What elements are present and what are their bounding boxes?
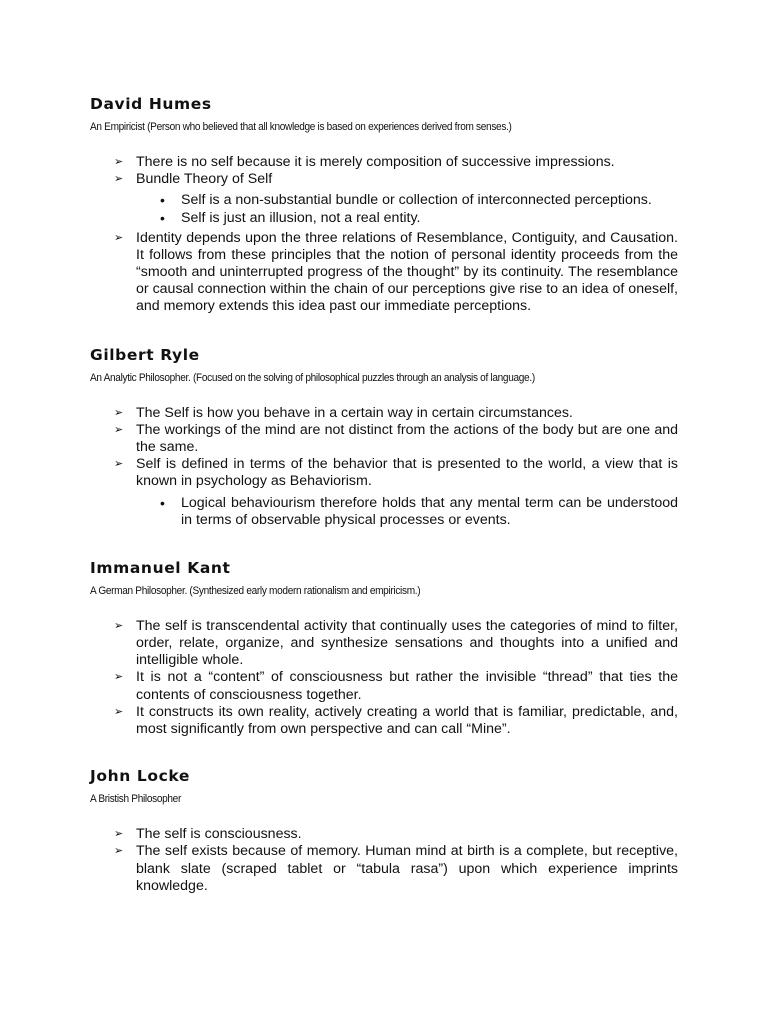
arrow-bullet-icon: ➢ — [114, 406, 124, 419]
section-title: Immanuel Kant — [90, 558, 231, 577]
point-text: The self is transcendental activity that continually uses the categories of mind to filter, order, relate, organize, and synthesize sensations and thoughts into a unified and intelligible whole. — [136, 617, 678, 669]
arrow-bullet-icon: ➢ — [114, 705, 124, 718]
sub-point-list — [136, 495, 678, 530]
section-gilbert-ryle — [90, 345, 678, 530]
list-item — [114, 229, 678, 316]
point-list — [90, 154, 678, 316]
arrow-bullet-icon: ➢ — [114, 156, 124, 168]
list-item — [114, 826, 678, 843]
point-list — [90, 405, 678, 530]
point-text: Identity depends upon the three relations of Resemblance, Contiguity, and Causation. It follows from these principles that the notion of personal identity proceeds from the “smooth and uninterrupted progress of the thought” by its continuity. The resemblance or causal connection within the chain of our perceptions give rise to an idea of oneself, and memory extends this idea past our immediate perceptions. — [136, 229, 678, 315]
section-description: A Bristish Philosopher — [90, 793, 182, 806]
arrow-bullet-icon: ➢ — [114, 423, 124, 436]
point-text: There is no self because it is merely composition of successive impressions. — [136, 154, 615, 170]
dot-bullet-icon: • — [160, 192, 165, 209]
arrow-bullet-icon: ➢ — [114, 231, 124, 244]
point-text: The Self is how you behave in a certain way in certain circumstances. — [136, 404, 573, 421]
section-title: Gilbert Ryle — [90, 345, 200, 364]
sub-point-text: Self is a non-substantial bundle or collection of interconnected perceptions. — [181, 192, 652, 209]
dot-bullet-icon: • — [160, 210, 165, 226]
arrow-bullet-icon: ➢ — [114, 173, 124, 186]
list-item — [114, 404, 678, 422]
point-text: It is not a “content” of consciousness but rather the invisible “thread” that ties the contents of consciousness together. — [136, 669, 678, 703]
list-item — [114, 456, 678, 530]
point-text: Bundle Theory of Self — [136, 171, 273, 188]
list-item — [114, 154, 678, 171]
arrow-bullet-icon: ➢ — [114, 619, 124, 632]
section-immanuel-kant — [90, 558, 678, 738]
section-description: A German Philosopher. (Synthesized early modern rationalism and empiricism.) — [90, 584, 421, 597]
arrow-bullet-icon: ➢ — [114, 458, 124, 471]
sub-list-item — [160, 192, 678, 210]
list-item — [114, 617, 678, 670]
sub-point-text: Logical behaviourism therefore holds that any mental term can be understood in terms of observable physical processes or events. — [181, 494, 678, 529]
sub-point-text: Self is just an illusion, not a real entity. — [181, 210, 421, 226]
list-item — [114, 171, 678, 227]
point-text: It constructs its own reality, actively creating a world that is familiar, predictable, and, most significantly from own perspective and can call “Mine”. — [136, 703, 678, 738]
sub-point-list — [136, 192, 678, 227]
section-title: David Humes — [90, 95, 212, 113]
section-description: An Empiricist (Person who believed that all knowledge is based on experiences derived from senses.) — [90, 121, 512, 133]
point-list — [90, 826, 678, 895]
list-item — [114, 843, 678, 895]
section-title: John Locke — [90, 767, 190, 786]
section-description: An Analytic Philosopher. (Focused on the solving of philosophical puzzles through an analysis of language.) — [90, 371, 535, 384]
point-list — [90, 618, 678, 738]
list-item — [114, 421, 678, 456]
point-text: The self is consciousness. — [136, 826, 302, 843]
arrow-bullet-icon: ➢ — [114, 828, 124, 841]
section-david-humes — [90, 94, 678, 316]
sub-list-item — [160, 494, 678, 530]
arrow-bullet-icon: ➢ — [114, 671, 124, 684]
sub-list-item — [160, 210, 678, 228]
list-item — [114, 669, 678, 703]
point-text: The self exists because of memory. Human mind at birth is a complete, but receptive, blank slate (scraped tablet or “tabula rasa”) upon which experience imprints knowledge. — [136, 843, 678, 894]
section-john-locke — [90, 766, 678, 895]
arrow-bullet-icon: ➢ — [114, 845, 124, 858]
point-text: Self is defined in terms of the behavior that is presented to the world, a view that is known in psychology as Behaviorism. — [136, 456, 678, 490]
dot-bullet-icon: • — [160, 494, 165, 511]
point-text: The workings of the mind are not distinct from the actions of the body but are one and the same. — [136, 421, 678, 456]
list-item — [114, 703, 678, 738]
